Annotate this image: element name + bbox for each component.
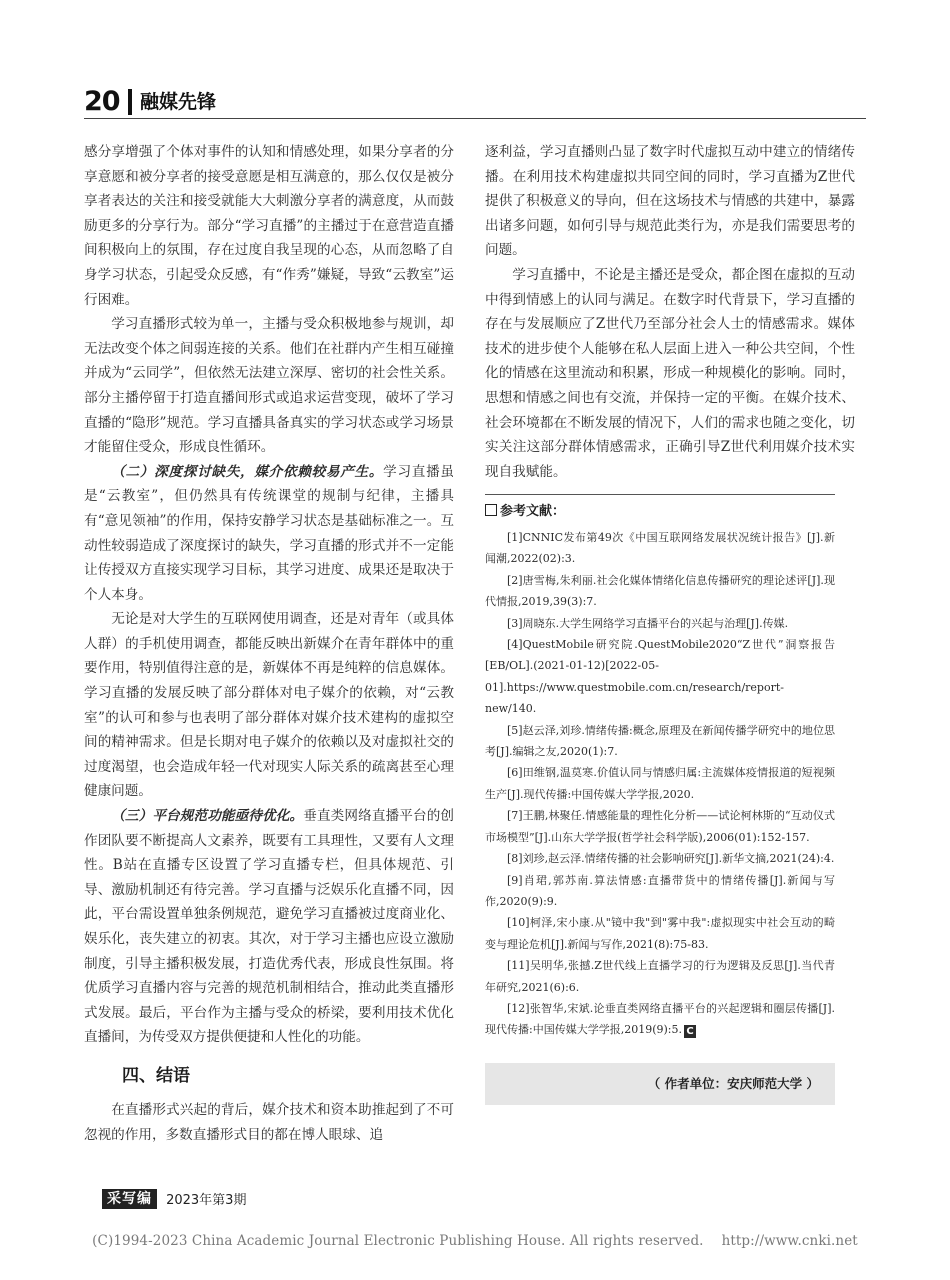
reference-item: [11]吴明华,张撼.Z世代线上直播学习的行为逻辑及反思[J].当代青年研究,2021(6):6.	[485, 959, 835, 994]
paragraph	[84, 804, 454, 1050]
paragraph: 感分享增强了个体对事件的认知和情感处理，如果分享者的分享意愿和被分享者的接受意愿是相互满意的，那么仅仅是被分享者表达的关注和接受就能大大刺激分享者的满意度，从而鼓励更多的分享行为。部分“学习直播”的主播过于在意营造直播间积极向上的氛围，存在过度自我呈现的心态，从而忽略了自身学习状态，引起受众反感，有“作秀”嫌疑，导致“云教室”运行困难。	[84, 144, 454, 308]
paragraph: 在直播形式兴起的背后，媒介技术和资本助推起到了不可忽视的作用，多数直播形式目的都在博人眼球、追	[84, 1101, 454, 1143]
paragraph: 学习直播形式较为单一，主播与受众积极地参与规训，却无法改变个体之间弱连接的关系。他们在社群内产生相互碰撞并成为“云同学”，但依然无法建立深厚、密切的社会性关系。部分主播停留于打造直播间形式或追求运营变现，破坏了学习直播的“隐形”规范。学习直播具备真实的学习状态或学习场景才能留住受众，形成良性循环。	[84, 316, 454, 456]
references	[485, 494, 835, 1041]
reference-item: [7]王鹏,林聚任.情感能量的理性化分析——试论柯林斯的“互动仪式市场模型”[J].山东大学学报(哲学社会科学版),2006(01):152-157.	[485, 809, 835, 844]
reference-item: [3]周晓东.大学生网络学习直播平台的兴起与治理[J].传媒.	[507, 616, 789, 630]
section-title: 融媒先锋	[140, 91, 217, 113]
page-header	[84, 86, 866, 118]
left-column	[84, 140, 454, 1147]
end-mark-icon: C	[684, 1025, 696, 1038]
references-title-text: 参考文献：	[500, 504, 566, 519]
reference-item: [2]唐雪梅,朱利丽.社会化媒体情绪化信息传播研究的理论述评[J].现代情报,2019,39(3):7.	[485, 573, 835, 609]
reference-item: [1]CNNIC发布第49次《中国互联网络发展状况统计报告》[J].新闻潮,2022(02):3.	[485, 531, 835, 566]
header-rule	[84, 118, 866, 119]
paragraph: 学习直播中，不论是主播还是受众，都企图在虚拟的互动中得到情感上的认同与满足。在数字时代背景下，学习直播的存在与发展顺应了Z世代乃至部分社会人士的情感需求。媒体技术的进步使个人能够在私人层面上进入一种公共空间，个性化的情感在这里流动和积累，形成一种规模化的影响。同时，思想和情感之间也有交流，并保持一定的平衡。在媒介技术、社会环境都在不断发展的情况下，人们的需求也随之变化，切实关注这部分群体情感需求，正确引导Z世代利用媒介技术实现自我赋能。	[485, 266, 855, 480]
paragraph-body: 垂直类网络直播平台的创作团队要不断提高人文素养，既要有工具理性，又要有人文理性。B站在直播专区设置了学习直播专栏，但具体规范、引导、激励机制还有待完善。学习直播与泛娱乐化直播不同，因此，平台需设置单独条例规范，避免学习直播被过度商业化、娱乐化，丧失建立的初衷。其次，对于学习主播也应设立激励制度，引导主播积极发展，打造优秀代表，形成良性氛围。将优质学习直播内容与完善的规范机制相结合，推动此类直播形式发展。最后，平台作为主播与受众的桥梁，要利用技术优化直播间，为传受双方提供便捷和人性化的功能。	[84, 808, 455, 1046]
journal-logo: 采写编	[102, 1189, 157, 1209]
paragraph-body: 学习直播虽是“云教室”，但仍然具有传统课堂的规制与纪律，主播具有“意见领袖”的作用，保持安静学习状态是基础标准之一。互动性较弱造成了深度探讨的缺失，学习直播的形式并不一定能让传授双方直接实现学习目标，其学习进度、成果还是取决于个人本身。	[84, 463, 455, 603]
paragraph: 逐利益，学习直播则凸显了数字时代虚拟互动中建立的情绪传播。在利用技术构建虚拟共同空间的同时，学习直播为Z世代提供了积极意义的导向，但在这场技术与情感的共建中，暴露出诸多问题，如何引导与规范此类行为，亦是我们需要思考的问题。	[485, 144, 855, 259]
header-bar	[128, 89, 132, 115]
author-affiliation: （ 作者单位：安庆师范大学 ）	[647, 1076, 819, 1091]
copyright-url: http://www.cnki.net	[721, 1233, 858, 1249]
reference-item: [9]肖珺,郭苏南.算法情感:直播带货中的情绪传播[J].新闻与写作,2020(9):9.	[485, 873, 835, 908]
subsection-heading: （二）深度探讨缺失，媒介依赖较易产生。	[111, 463, 384, 480]
reference-item: [10]柯泽,宋小康.从"镜中我"到"雾中我":虚拟现实中社会互动的畸变与理论危机[J].新闻与写作,2021(8):75-83.	[485, 916, 835, 951]
reference-item: [6]田维钢,温莫寒.价值认同与情感归属:主流媒体疫情报道的短视频生产[J].现代传播:中国传媒大学学报,2020.	[485, 766, 835, 801]
page-footer	[102, 1188, 246, 1210]
author-box	[485, 1063, 835, 1105]
subsection-heading: （三）平台规范功能亟待优化。	[111, 808, 304, 825]
reference-item: [8]刘珍,赵云泽.情绪传播的社会影响研究[J].新华文摘,2021(24):4.	[507, 852, 835, 866]
copyright-line	[0, 1233, 950, 1249]
reference-item: [4]QuestMobile研究院.QuestMobile2020“Z世代”洞察报告[EB/OL].(2021-01-12)[2022-05-01].https://www.questmobile.com.cn/research/report-new/140.	[485, 638, 835, 716]
reference-item	[485, 998, 835, 1041]
references-title	[485, 503, 835, 521]
references-rule	[485, 494, 835, 495]
reference-item-text: [12]张智华,宋斌.论垂直类网络直播平台的兴起逻辑和圈层传播[J].现代传播:中国传媒大学学报,2019(9):5.	[485, 1001, 835, 1037]
reference-item: [5]赵云泽,刘珍.情绪传播:概念,原理及在新闻传播学研究中的地位思考[J].编辑之友,2020(1):7.	[485, 723, 835, 759]
right-column	[485, 140, 855, 484]
issue-label: 2023年第3期	[166, 1193, 247, 1208]
page-number: 20	[84, 86, 120, 117]
section-heading: 四、结语	[122, 1065, 190, 1086]
paragraph: 无论是对大学生的互联网使用调查，还是对青年（或具体人群）的手机使用调查，都能反映出新媒介在青年群体中的重要作用，特别值得注意的是，新媒体不再是纯粹的信息媒体。学习直播的发展反映了部分群体对电子媒介的依赖，对“云教室”的认可和参与也表明了部分群体对媒介技术建构的虚拟空间的精神需求。但是长期对电子媒介的依赖以及对虚拟社交的过度渴望，也会造成年轻一代对现实人际关系的疏离甚至心理健康问题。	[84, 611, 454, 800]
square-icon	[485, 504, 497, 516]
paragraph	[84, 460, 454, 608]
copyright-text: (C)1994-2023 China Academic Journal Electronic Publishing House. All rights reserved.	[92, 1233, 704, 1249]
